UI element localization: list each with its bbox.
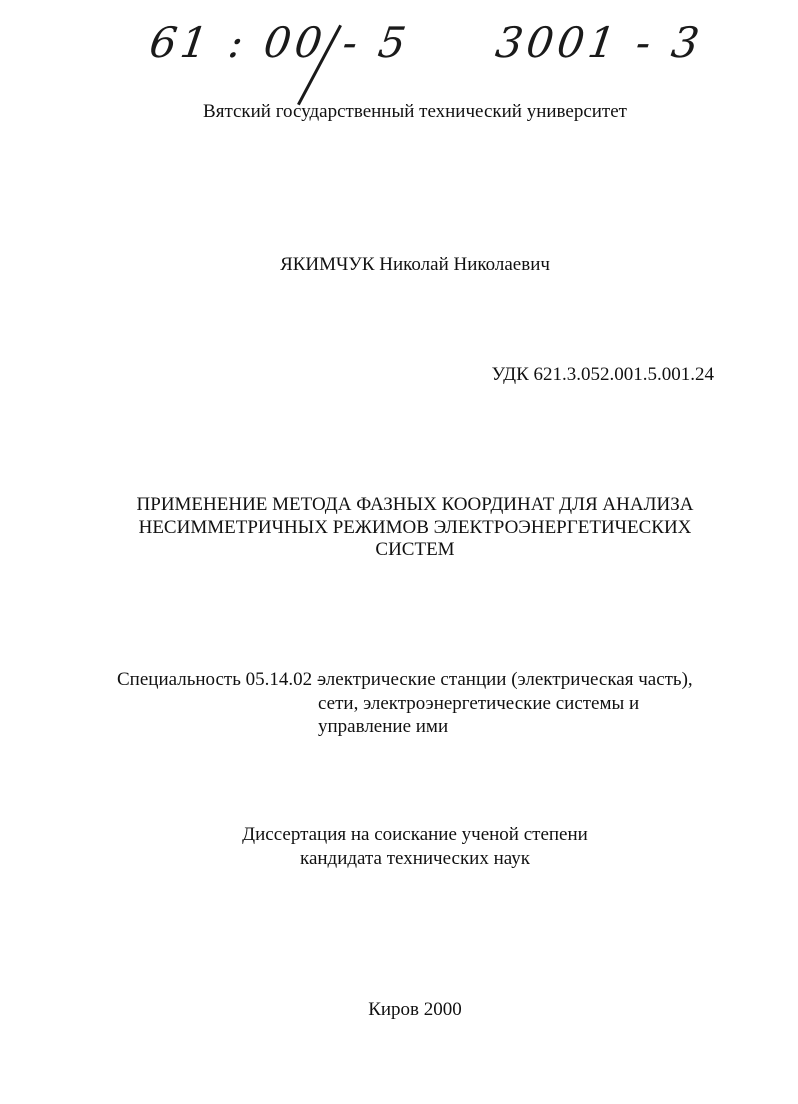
university-name: Вятский государственный технический университет xyxy=(203,101,627,122)
author-name: ЯКИМЧУК Николай Николаевич xyxy=(280,254,550,275)
specialty-line: управление ими xyxy=(318,716,449,737)
handwritten-catalog-code: 61 : 00 - 5 3001 - 3 xyxy=(146,18,707,67)
place-year: Киров 2000 xyxy=(368,999,462,1020)
udk-code: УДК 621.3.052.001.5.001.24 xyxy=(491,364,714,385)
degree-line: кандидата технических наук xyxy=(300,848,530,869)
title-line: СИСТЕМ xyxy=(375,539,455,560)
specialty-line: электрические станции (электрическая часть), xyxy=(318,669,693,690)
dissertation-title xyxy=(0,494,798,562)
title-line: ПРИМЕНЕНИЕ МЕТОДА ФАЗНЫХ КООРДИНАТ ДЛЯ АНАЛИЗА xyxy=(136,494,694,515)
title-line: НЕСИММЕТРИЧНЫХ РЕЖИМОВ ЭЛЕКТРОЭНЕРГЕТИЧЕСКИХ xyxy=(138,516,692,538)
degree-line: Диссертация на соискание ученой степени xyxy=(242,824,588,845)
specialty-line: сети, электроэнергетические системы и xyxy=(318,693,640,714)
specialty-label: Специальность 05.14.02 - xyxy=(117,669,324,690)
